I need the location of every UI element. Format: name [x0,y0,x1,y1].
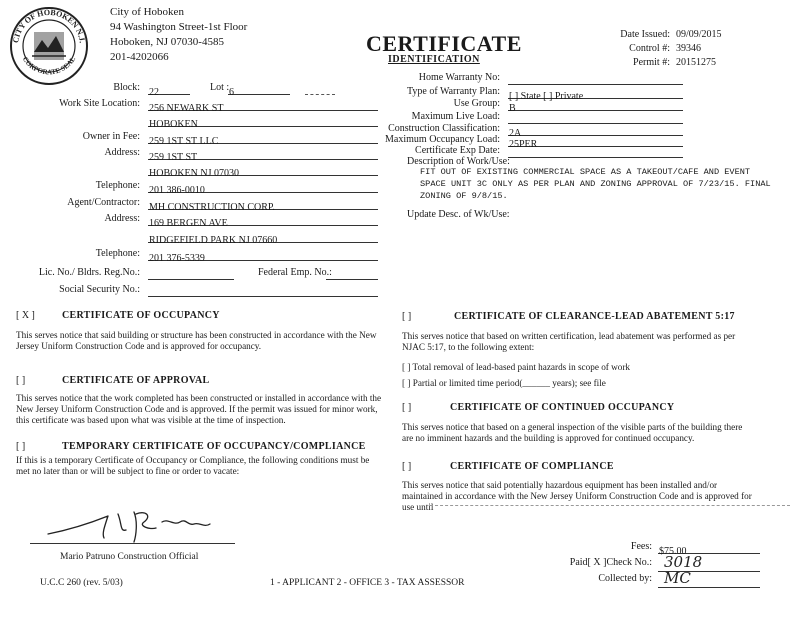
office-address-1: 94 Washington Street-1st Floor [110,21,248,33]
seal-top-text: CITY OF HOBOKEN N.J. [11,7,87,44]
warranty-plan-label: Type of Warranty Plan: [406,86,500,97]
signature-line [30,543,235,544]
agent-address-line-1 [148,213,378,229]
max-live-load-label: Maximum Live Load: [411,111,500,122]
lot-value-line [228,82,290,98]
agent-value: MH CONSTRUCTION CORP. [149,202,275,213]
owner-address-2: HOBOKEN NJ 07030 [149,168,239,179]
owner-telephone-line [148,180,378,196]
lead-option-total[interactable]: [ ] Total removal of lead-based paint hazards in scope of work [402,362,631,372]
approval-heading: CERTIFICATE OF APPROVAL [62,375,210,386]
ssn-label: Social Security No.: [59,284,140,295]
occupancy-heading: CERTIFICATE OF OCCUPANCY [62,310,220,321]
federal-emp-label: Federal Emp. No.: [258,267,332,278]
warranty-no-label: Home Warranty No: [418,72,500,83]
description-line-3: ZONING OF 9/8/15. [420,191,508,201]
lot-value: 6 [229,87,234,98]
copies-distribution: 1 - APPLICANT 2 - OFFICE 3 - TAX ASSESSOR [270,578,465,588]
description-label: Description of Work/Use: [407,156,510,167]
office-address-2: Hoboken, NJ 07030-4585 [110,36,224,48]
collected-by-label: Collected by: [598,573,652,584]
federal-emp-line [326,267,378,280]
owner-address-1: 259 1ST ST [149,152,198,163]
occupancy-text: This serves notice that said building or structure has been constructed in accordance with the New Jersey Uniform Construction Code and is approved for occupancy. [16,330,377,351]
continued-text: This serves notice that based on a general inspection of the visible parts of the building there are no imminent hazards and the building is approved for continued occupancy. [402,422,743,443]
agent-telephone-line [148,248,378,264]
use-group-value: B [509,103,516,114]
approval-text: This serves notice that the work completed has been constructed or installed in accordance with the New Jersey Uniform Construction Code and is approved. If the permit was issued for minor work, this certificate was based upon what was visible at the time of inspection. [16,393,382,425]
page-title: CERTIFICATE [366,31,522,56]
construction-class-label: Construction Classification: [388,123,500,134]
temporary-text-2: met no later than or will be subject to fine or order to vacate: [16,466,240,476]
approval-checkbox[interactable]: [ ] [16,375,26,386]
occupancy-checkbox[interactable]: [ X ] [16,310,35,321]
date-issued-value: 09/09/2015 [676,29,722,40]
owner-label: Owner in Fee: [82,131,140,142]
lead-heading: CERTIFICATE OF CLEARANCE-LEAD ABATEMENT 5:17 [454,311,735,322]
compliance-dash-line [430,505,790,506]
continued-heading: CERTIFICATE OF CONTINUED OCCUPANCY [450,402,675,413]
site-location-label: Work Site Location: [59,98,140,109]
site-location-line-2: HOBOKEN [149,119,198,130]
update-desc-label: Update Desc. of Wk/Use: [407,209,510,220]
temporary-checkbox[interactable]: [ ] [16,441,26,452]
lead-text: This serves notice that based on written certification, lead abatement was performed as per NJAC 5:17, to the following extent: [402,331,736,352]
compliance-text: This serves notice that said potentially hazardous equipment has been installed and/or maintained in accordance with the New Jersey Uniform Construction Code and is approved for use until [402,480,752,512]
temporary-text-1: If this is a temporary Certificate of Occupancy or Compliance, the following conditions must be [16,455,370,465]
page-subtitle: IDENTIFICATION [388,54,480,65]
site-line-1 [148,98,378,114]
occupancy-load-label: Maximum Occupancy Load: [385,134,500,145]
block-value: 22 [149,87,159,98]
control-label: Control #: [629,43,670,54]
agent-address-label: Address: [104,213,140,224]
signature-printed: Mario Patruno Construction Official [60,552,199,562]
site-location-line-1: 256 NEWARK ST [149,103,224,114]
license-label: Lic. No./ Bldrs. Reg.No.: [38,267,140,278]
use-group-label: Use Group: [453,98,500,109]
fees-label: Fees: [630,541,652,552]
site-line-2 [148,114,378,130]
control-value: 39346 [676,43,701,54]
lead-checkbox[interactable]: [ ] [402,311,412,322]
description-line-2: SPACE UNIT 3C ONLY AS PER PLAN AND ZONING APPROVAL OF 7/23/15. FINAL [420,179,771,189]
ssn-line [148,284,378,297]
block-label: Block: [113,82,140,93]
compliance-checkbox[interactable]: [ ] [402,461,412,472]
agent-label: Agent/Contractor: [67,197,140,208]
cert-exp-label: Certificate Exp Date: [415,145,500,156]
temporary-heading: TEMPORARY CERTIFICATE OF OCCUPANCY/COMPLIANCE [62,441,366,452]
owner-address-line-2 [148,163,378,179]
agent-telephone: 201 376-5339 [149,253,205,264]
form-number: U.C.C 260 (rev. 5/03) [40,578,123,588]
office-name: City of Hoboken [110,6,184,18]
construction-class-value: 2A [509,128,522,139]
collected-by-line [658,569,760,588]
signature [38,500,248,546]
agent-address-2: RIDGEFIELD PARK NJ 07660 [149,235,278,246]
lot-label: Lot : [210,82,230,93]
cert-exp-line [508,145,683,158]
check-no-value: 3018 [664,553,703,571]
occupancy-load-value: 25PER [509,139,538,150]
owner-line [148,131,378,147]
city-seal [6,6,92,86]
owner-telephone-label: Telephone: [95,180,140,191]
owner-address-line-1 [148,147,378,163]
lead-option-partial[interactable]: [ ] Partial or limited time period(______ years); see file [402,378,606,388]
owner-telephone: 201 386-0010 [149,185,205,196]
collected-by-value: MC [664,569,691,587]
lot-dashes [305,94,335,95]
permit-label: Permit #: [633,57,670,68]
permit-value: 20151275 [676,57,716,68]
warranty-plan-value: [ ] State [ ] Private [509,91,584,102]
agent-line [148,197,378,213]
block-value-line [148,82,190,98]
fees-value: $75.00 [659,546,687,557]
compliance-heading: CERTIFICATE OF COMPLIANCE [450,461,614,472]
description-line-1: FIT OUT OF EXISTING COMMERCIAL SPACE AS A TAKEOUT/CAFE AND EVENT [420,167,751,177]
date-issued-label: Date Issued: [620,29,670,40]
agent-address-line-2 [148,230,378,246]
paid-check-label: Paid[ X ]Check No.: [569,557,652,568]
agent-address-1: 169 BERGEN AVE [149,218,228,229]
seal-bottom-text: CORPORATE SEAL [20,55,78,77]
owner-value: 259 1ST ST LLC [149,136,219,147]
office-phone: 201-4202066 [110,51,169,63]
use-group-line [508,98,683,114]
license-line [148,267,234,280]
owner-address-label: Address: [104,147,140,158]
warranty-no-line [508,72,683,85]
continued-checkbox[interactable]: [ ] [402,402,412,413]
agent-telephone-label: Telephone: [95,248,140,259]
